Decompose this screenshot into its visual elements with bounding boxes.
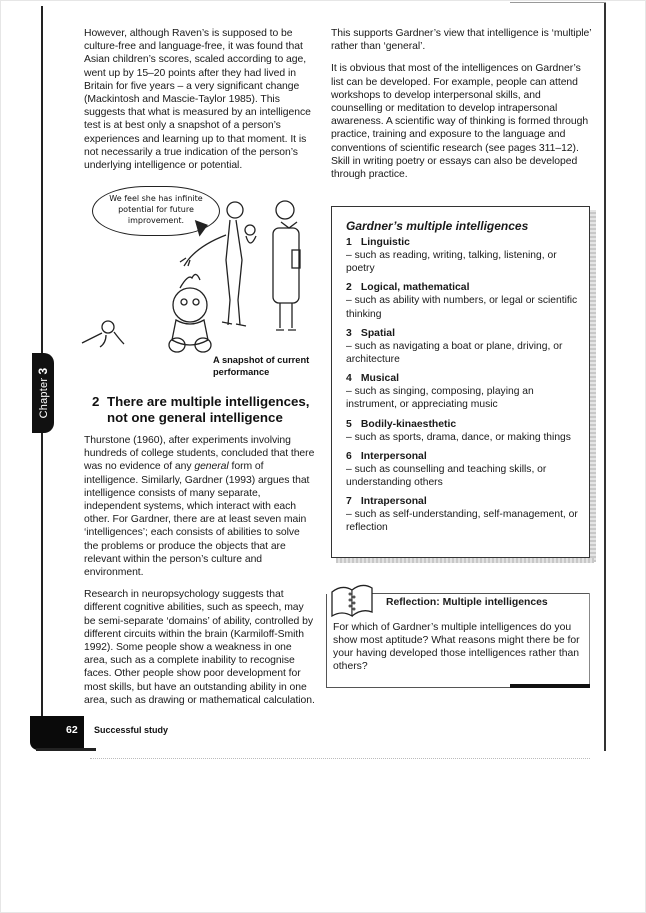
section-heading-text: There are multiple intelligences, not one general intelligence: [107, 394, 310, 425]
intelligence-name: [346, 450, 579, 463]
developed-paragraph: It is obvious that most of the intelligences on Gardner’s list can be developed. For example, people can attend workshops to develop interpersonal skills, and counselling or meditation to develop intrapersonal awareness. A scientific way of thinking is formed through practice, training and exposure to the language and conventions of scientific research (see pages 311–12). Skill in writing poetry or essays can also be developed through practice.: [331, 63, 589, 181]
thurstone-text-b: form of intelligence. Similarly, Gardner (1993) argues that intelligence consists of many separate, independent systems, which interact with each other. For Gardner, there are at least seven main ‘intelligences’; each consists of abilities to solve the problems or produce the objects that are relevant within the person’s culture and environment.: [84, 461, 310, 579]
intelligence-name-text: Spatial: [360, 327, 395, 339]
intelligence-number: 2: [346, 282, 352, 294]
intelligence-description: – such as ability with numbers, or legal or scientific thinking: [346, 295, 578, 320]
cartoon-figures-icon: [80, 180, 320, 380]
thurstone-paragraph: [84, 434, 316, 579]
intelligence-item: [346, 418, 579, 444]
open-book-icon: [328, 578, 378, 618]
intelligence-item: [346, 236, 579, 275]
speech-bubble: We feel she has infinite potential for future improvement.: [92, 186, 220, 236]
gardner-intelligences-box: [331, 206, 590, 558]
intelligence-name-text: Musical: [360, 373, 400, 385]
intelligence-name-text: Linguistic: [360, 237, 410, 248]
bottom-dotted-rule: [90, 758, 590, 759]
left-column-top: [84, 27, 314, 181]
left-column-bottom: [84, 434, 316, 716]
intelligence-number: 5: [346, 418, 352, 430]
reflection-top-rule: [370, 593, 590, 594]
gardner-box-title: Gardner’s multiple intelligences: [346, 219, 529, 233]
folio-foot-rule: [36, 748, 96, 751]
intelligence-description: – such as self-understanding, self-management, or reflection: [346, 509, 578, 534]
raven-paragraph: However, although Raven’s is supposed to be culture-free and language-free, it was found that Asian children’s scores, scaled according to age, went up by 15–20 points after they had lived in Britain for five years – a very significant change (Mackintosh and Mascie-Taylor 1985). This suggests that what is measured by an intelligence test is at best only a snapshot of a person’s experiences and learning up to that moment. It is not necessarily a true indication of the person’s underlying intelligence or potential.: [84, 28, 311, 172]
right-margin-rule: [604, 3, 606, 751]
cartoon-caption: A snapshot of current performance: [213, 355, 310, 377]
intelligence-description: – such as counselling and teaching skills, or understanding others: [346, 463, 547, 489]
gardner-view-paragraph: This supports Gardner’s view that intelligence is ‘multiple’ rather than ‘general’.: [331, 28, 592, 53]
top-rule: [510, 2, 606, 3]
intelligence-item: [346, 450, 579, 489]
intelligence-number: 3: [346, 327, 352, 339]
thurstone-text-italic: general: [194, 461, 229, 473]
intelligence-name: [346, 418, 579, 431]
intelligence-name-text: Interpersonal: [360, 450, 427, 462]
intelligence-description: – such as sports, drama, dance, or making things: [346, 431, 571, 443]
intelligence-name-text: Bodily-kinaesthetic: [360, 418, 457, 430]
intelligence-number: 7: [346, 496, 352, 508]
intelligence-name: [346, 281, 579, 294]
intelligence-number: 6: [346, 450, 352, 462]
intelligence-name-text: Logical, mathematical: [360, 282, 470, 294]
right-column-top: [331, 27, 593, 190]
intelligence-name: [346, 236, 579, 249]
section-heading: [92, 394, 318, 426]
intelligence-item: [346, 495, 579, 534]
chapter-tab: [32, 353, 54, 433]
neuropsychology-paragraph: Research in neuropsychology suggests that different cognitive abilities, such as speech, may be semi-separate ‘domains’ of ability, controlled by different circuits within the brain (Karmiloff-Smith 1992). Some people show a weakness in one area, such as a complete inability to recognise faces. Other people show poor development for most skills, but have an outstanding ability in one area, such as drawing or mathematical calculation.: [84, 589, 315, 706]
cartoon-illustration: [80, 180, 320, 380]
reflection-text: For which of Gardner’s multiple intelligences do you show most aptitude? What reasons might there be for your having developed those intelligences rather than others?: [333, 622, 580, 672]
intelligence-number: 1: [346, 237, 352, 248]
page-number: 62: [66, 724, 78, 736]
reflection-bottom-bar: [510, 684, 590, 688]
intelligence-number: 4: [346, 373, 352, 385]
intelligence-description: – such as reading, writing, talking, listening, or poetry: [346, 250, 557, 275]
section-number: 2: [92, 394, 100, 409]
intelligence-name-text: Intrapersonal: [360, 496, 427, 508]
intelligence-name: [346, 372, 579, 385]
reflection-right-rule: [589, 593, 590, 687]
running-footer-title: Successful study: [94, 725, 169, 735]
chapter-label: [36, 368, 50, 419]
intelligence-name: [346, 495, 579, 508]
box-shadow-bottom: [336, 558, 594, 563]
thurstone-text-a: Thurstone (1960), after experiments involving hundreds of college students, concluded that there was no evidence of any: [84, 435, 315, 473]
reflection-title: Reflection: Multiple intelligences: [386, 597, 548, 608]
chapter-number: 3: [36, 367, 50, 375]
intelligence-description: – such as singing, composing, playing an instrument, or appreciating music: [346, 386, 534, 411]
intelligence-item: [346, 327, 579, 366]
intelligence-description: – such as navigating a boat or plane, driving, or architecture: [346, 340, 563, 366]
intelligence-name: [346, 327, 579, 340]
intelligence-item: [346, 372, 579, 411]
intelligence-item: [346, 281, 579, 320]
box-shadow-right: [590, 210, 596, 562]
intelligence-list: [346, 236, 579, 535]
chapter-label-text: Chapter: [38, 377, 50, 419]
